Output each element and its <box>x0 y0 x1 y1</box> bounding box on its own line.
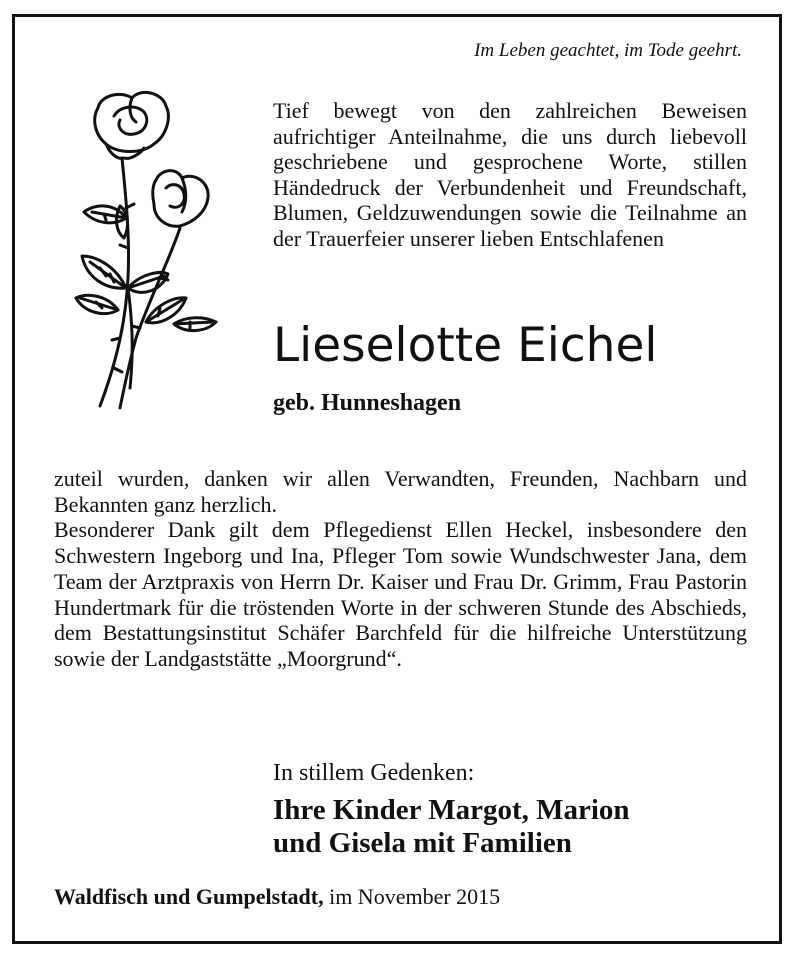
gedenken-line: In stillem Gedenken: <box>273 760 475 786</box>
family-signature <box>273 794 630 860</box>
special-thanks-paragraph: Besonderer Dank gilt dem Pflegedienst Ellen Heckel, insbesondere den Schwestern Ingeborg und Ina, Pfleger Tom sowie Wundschwester Jana, dem Team der Arztpraxis von Herrn Dr. Kaiser und Frau Dr. Grimm, Frau Pastorin Hundertmark für die tröstenden Worte in der schweren Stunde des Abschieds, dem Bestattungsinstitut Schäfer Barchfeld für die hilfreiche Unterstützung sowie der Landgaststätte „Moorgrund“. <box>54 517 747 671</box>
deceased-name: Lieselotte Eichel <box>273 318 658 373</box>
family-line-1: Ihre Kinder Margot, Marion <box>273 794 630 826</box>
maiden-name: geb. Hunneshagen <box>273 390 462 416</box>
date: im November 2015 <box>329 884 501 909</box>
place-date-line <box>54 884 500 910</box>
thanks-paragraph: zuteil wurden, danken wir allen Verwandten, Freunden, Nachbarn und Bekannten ganz herzlich. <box>54 466 747 517</box>
family-line-2: und Gisela mit Familien <box>273 827 572 859</box>
motto: Im Leben geachtet, im Tode geehrt. <box>474 40 742 61</box>
intro-text: Tief bewegt von den zahlreichen Beweisen aufrichtiger Anteilnahme, die uns durch liebevoll geschriebene und gesprochene Worte, stillen Händedruck der Verbundenheit und Freundschaft, Blumen, Geldzuwendungen sowie die Teilnahme an der Trauerfeier unserer lieben Entschlafenen <box>273 98 747 251</box>
place: Waldfisch und Gumpelstadt, <box>54 884 324 909</box>
rose-drawing-icon <box>70 88 230 418</box>
thanks-body <box>54 466 747 672</box>
